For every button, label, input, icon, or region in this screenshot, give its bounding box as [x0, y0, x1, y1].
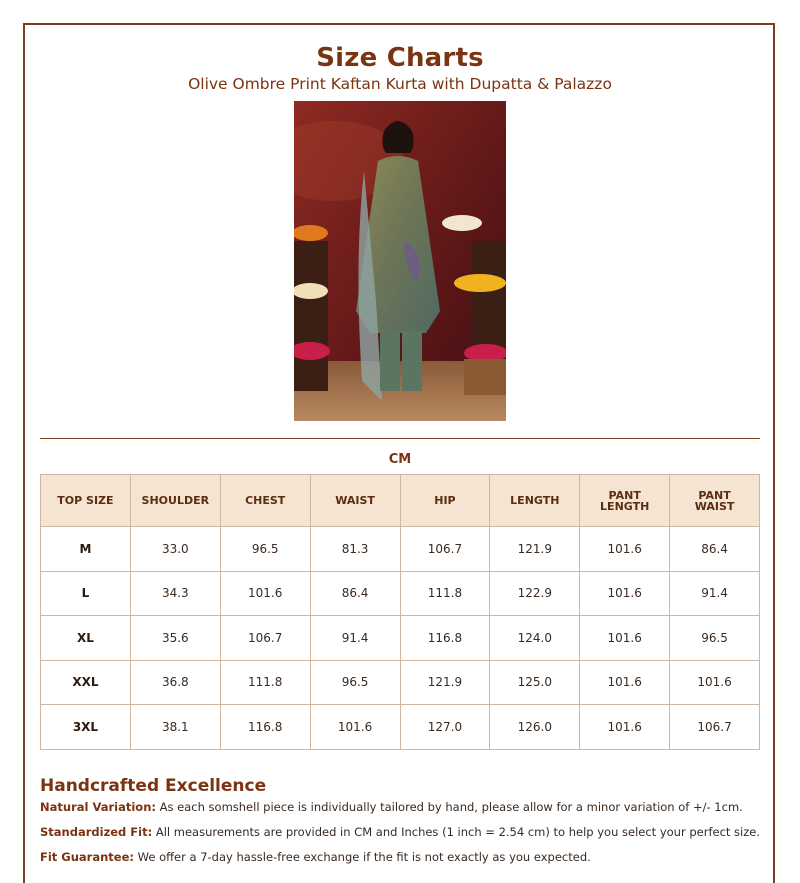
standardized-fit-note	[40, 825, 760, 839]
table-cell: 124.0	[490, 616, 580, 661]
table-row	[41, 616, 760, 661]
table-cell: 121.9	[490, 527, 580, 572]
table-header-row	[41, 475, 760, 527]
table-cell: 91.4	[310, 616, 400, 661]
table-cell: 96.5	[220, 527, 310, 572]
table-cell: 101.6	[580, 660, 670, 705]
handcrafted-title: Handcrafted Excellence	[40, 776, 267, 796]
table-cell: 101.6	[670, 660, 760, 705]
table-row	[41, 527, 760, 572]
table-cell: 127.0	[400, 705, 490, 750]
section-divider	[40, 438, 760, 439]
size-cell: XL	[41, 616, 131, 661]
table-cell: 86.4	[310, 571, 400, 616]
column-header: HIP	[400, 475, 490, 527]
fit-guarantee-note	[40, 850, 591, 864]
table-cell: 111.8	[220, 660, 310, 705]
table-cell: 101.6	[580, 705, 670, 750]
table-cell: 81.3	[310, 527, 400, 572]
table-row	[41, 660, 760, 705]
table-cell: 121.9	[400, 660, 490, 705]
column-header: WAIST	[310, 475, 400, 527]
column-header: CHEST	[220, 475, 310, 527]
table-cell: 101.6	[580, 616, 670, 661]
natural-variation-note	[40, 800, 743, 814]
table-cell: 116.8	[400, 616, 490, 661]
unit-label: CM	[388, 452, 412, 467]
column-header	[670, 475, 760, 527]
table-cell: 126.0	[490, 705, 580, 750]
column-header: TOP SIZE	[41, 475, 131, 527]
table-row	[41, 705, 760, 750]
column-header: LENGTH	[490, 475, 580, 527]
table-cell: 101.6	[310, 705, 400, 750]
table-cell: 106.7	[400, 527, 490, 572]
page-title: Size Charts	[316, 43, 484, 73]
table-cell: 35.6	[130, 616, 220, 661]
note-text: All measurements are provided in CM and Inches (1 inch = 2.54 cm) to help you select your perfect size.	[152, 825, 761, 839]
note-label: Fit Guarantee:	[40, 850, 134, 864]
table-cell: 106.7	[670, 705, 760, 750]
size-cell: M	[41, 527, 131, 572]
table-cell: 101.6	[580, 571, 670, 616]
table-cell: 33.0	[130, 527, 220, 572]
size-chart-table	[40, 474, 760, 750]
table-cell: 96.5	[670, 616, 760, 661]
table-cell: 106.7	[220, 616, 310, 661]
note-label: Standardized Fit:	[40, 825, 153, 839]
size-cell: L	[41, 571, 131, 616]
table-row	[41, 571, 760, 616]
table-cell: 101.6	[220, 571, 310, 616]
table-cell: 91.4	[670, 571, 760, 616]
table-cell: 101.6	[580, 527, 670, 572]
table-cell: 125.0	[490, 660, 580, 705]
product-subtitle: Olive Ombre Print Kaftan Kurta with Dupatta & Palazzo	[188, 75, 612, 93]
table-cell: 86.4	[670, 527, 760, 572]
column-header: SHOULDER	[130, 475, 220, 527]
table-cell: 122.9	[490, 571, 580, 616]
table-cell: 111.8	[400, 571, 490, 616]
note-text: As each somshell piece is individually tailored by hand, please allow for a minor variation of +/- 1cm.	[155, 800, 743, 814]
size-cell: XXL	[41, 660, 131, 705]
table-cell: 36.8	[130, 660, 220, 705]
product-image	[294, 101, 506, 421]
note-text: We offer a 7-day hassle-free exchange if the fit is not exactly as you expected.	[134, 850, 591, 864]
column-header-label: PANT WAIST	[694, 488, 735, 513]
column-header	[580, 475, 670, 527]
column-header-label: PANT LENGTH	[600, 488, 650, 513]
table-cell: 38.1	[130, 705, 220, 750]
table-cell: 34.3	[130, 571, 220, 616]
table-cell: 96.5	[310, 660, 400, 705]
size-cell: 3XL	[41, 705, 131, 750]
table-cell: 116.8	[220, 705, 310, 750]
note-label: Natural Variation:	[40, 800, 156, 814]
